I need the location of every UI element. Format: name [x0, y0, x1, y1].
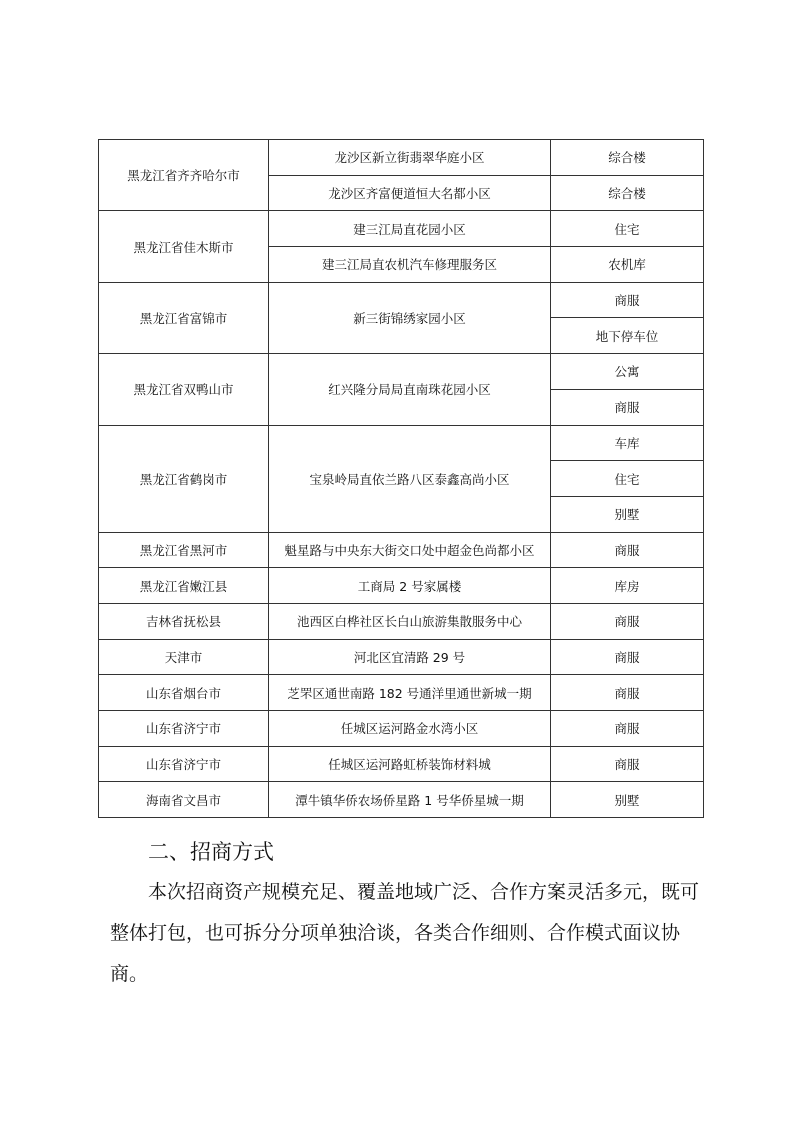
table-row: [99, 532, 704, 568]
city-cell: 吉林省抚松县: [99, 603, 269, 639]
city-cell: 黑龙江省双鸭山市: [99, 354, 269, 425]
property-type-cell: 别墅: [551, 782, 704, 818]
property-type-cell: 商服: [551, 282, 704, 318]
address-cell: 建三江局直花园小区: [269, 211, 551, 247]
address-cell: 龙沙区新立街翡翠华庭小区: [269, 140, 551, 176]
city-cell: 黑龙江省黑河市: [99, 532, 269, 568]
city-cell: 黑龙江省齐齐哈尔市: [99, 140, 269, 211]
table-row: [99, 140, 704, 176]
property-type-cell: 商服: [551, 746, 704, 782]
property-type-cell: 农机库: [551, 247, 704, 283]
address-cell: 宝泉岭局直依兰路八区泰鑫高尚小区: [269, 425, 551, 532]
city-cell: 山东省济宁市: [99, 711, 269, 747]
property-type-cell: 综合楼: [551, 140, 704, 176]
property-type-cell: 公寓: [551, 354, 704, 390]
table-row: [99, 354, 704, 390]
property-type-cell: 地下停车位: [551, 318, 704, 354]
table-row: [99, 211, 704, 247]
address-cell: 任城区运河路金水湾小区: [269, 711, 551, 747]
table-row: [99, 425, 704, 461]
table-row: [99, 711, 704, 747]
city-cell: 黑龙江省嫩江县: [99, 568, 269, 604]
city-cell: 山东省济宁市: [99, 746, 269, 782]
property-type-cell: 综合楼: [551, 175, 704, 211]
asset-table-body: [99, 140, 704, 818]
table-row: [99, 282, 704, 318]
city-cell: 海南省文昌市: [99, 782, 269, 818]
city-cell: 黑龙江省富锦市: [99, 282, 269, 353]
property-type-cell: 商服: [551, 389, 704, 425]
city-cell: 山东省烟台市: [99, 675, 269, 711]
address-cell: 潭牛镇华侨农场侨星路 1 号华侨星城一期: [269, 782, 551, 818]
property-type-cell: 住宅: [551, 211, 704, 247]
asset-table: [98, 139, 704, 818]
address-cell: 龙沙区齐富便道恒大名都小区: [269, 175, 551, 211]
address-cell: 红兴隆分局局直南珠花园小区: [269, 354, 551, 425]
address-cell: 河北区宜清路 29 号: [269, 639, 551, 675]
property-type-cell: 商服: [551, 639, 704, 675]
city-cell: 黑龙江省鹤岗市: [99, 425, 269, 532]
property-type-cell: 商服: [551, 532, 704, 568]
property-type-cell: 商服: [551, 675, 704, 711]
table-row: [99, 568, 704, 604]
table-row: [99, 675, 704, 711]
city-cell: 黑龙江省佳木斯市: [99, 211, 269, 282]
address-cell: 新三街锦绣家园小区: [269, 282, 551, 353]
table-row: [99, 603, 704, 639]
table-row: [99, 746, 704, 782]
section-body: 本次招商资产规模充足、覆盖地域广泛、合作方案灵活多元，既可整体打包，也可拆分分项单独洽谈，各类合作细则、合作模式面议协商。: [110, 881, 700, 985]
address-cell: 任城区运河路虹桥装饰材料城: [269, 746, 551, 782]
property-type-cell: 商服: [551, 603, 704, 639]
address-cell: 工商局 2 号家属楼: [269, 568, 551, 604]
table-row: [99, 639, 704, 675]
property-type-cell: 别墅: [551, 496, 704, 532]
address-cell: 建三江局直农机汽车修理服务区: [269, 247, 551, 283]
city-cell: 天津市: [99, 639, 269, 675]
property-type-cell: 住宅: [551, 461, 704, 497]
address-cell: 芝罘区通世南路 182 号通洋里通世新城一期: [269, 675, 551, 711]
section-heading: 二、招商方式: [148, 840, 274, 864]
address-cell: 池西区白桦社区长白山旅游集散服务中心: [269, 603, 551, 639]
property-type-cell: 库房: [551, 568, 704, 604]
property-type-cell: 商服: [551, 711, 704, 747]
address-cell: 魁星路与中央东大街交口处中超金色尚都小区: [269, 532, 551, 568]
property-type-cell: 车库: [551, 425, 704, 461]
table-row: [99, 782, 704, 818]
